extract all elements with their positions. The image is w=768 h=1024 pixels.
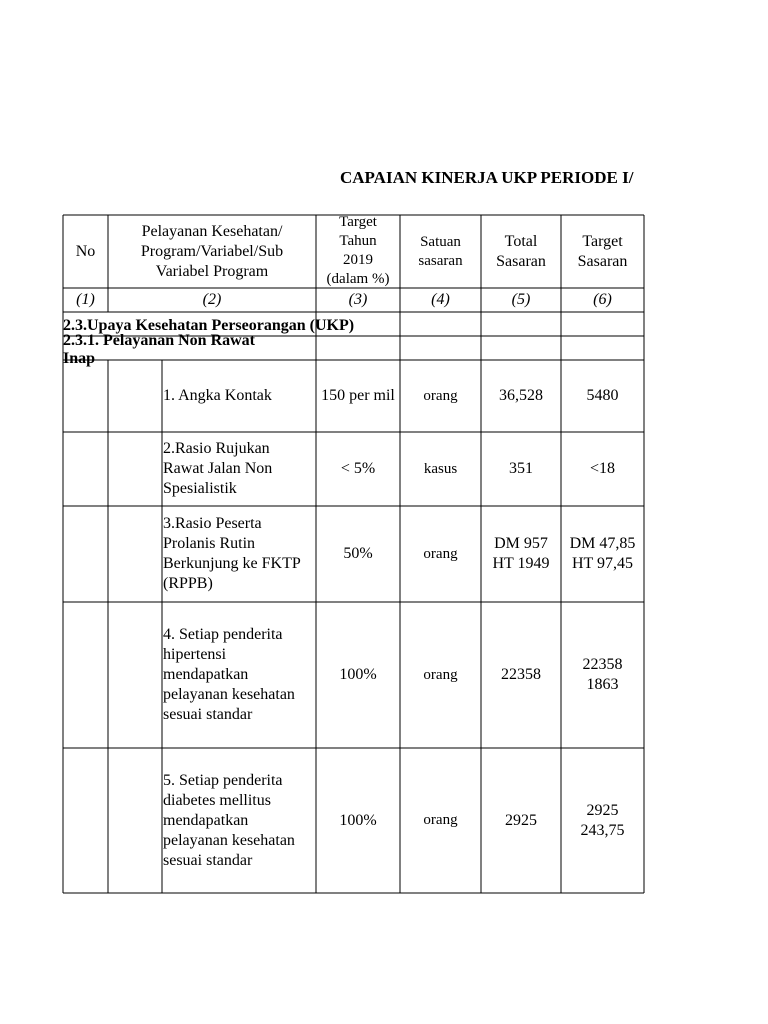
total-cell: DM 957 HT 1949 <box>492 535 550 572</box>
satuan-cell: orang <box>423 545 458 562</box>
header-no: No <box>75 242 96 260</box>
target-cell: 100% <box>339 666 377 683</box>
section-non-rawat-heading-cont: Inap <box>63 350 96 367</box>
target-sasaran-cell: <18 <box>589 460 616 477</box>
target-sasaran-cell: DM 47,85 HT 97,45 <box>569 535 636 572</box>
total-cell: 2925 <box>505 811 537 829</box>
target-sasaran-cell: 22358 1863 <box>582 656 623 693</box>
total-cell: 22358 <box>501 666 541 683</box>
target-cell: 150 per mil <box>321 387 395 404</box>
indicator-cell: 4. Setiap penderita hipertensi mendapatkan pelayanan kesehatan sesuai standar <box>163 626 295 723</box>
header-pelayanan: Pelayanan Kesehatan/ Program/Variabel/Sub Variabel Program <box>140 222 284 280</box>
indicator-cell: 1. Angka Kontak <box>163 387 272 404</box>
target-cell: 100% <box>339 811 377 829</box>
satuan-cell: orang <box>423 812 458 828</box>
col-number: (6) <box>593 291 612 308</box>
satuan-cell: orang <box>423 387 458 404</box>
indicator-cell: 2.Rasio Rujukan Rawat Jalan Non Spesialistik <box>163 440 273 497</box>
header-target-sasaran: Target Sasaran <box>577 232 628 270</box>
target-cell: 50% <box>343 545 373 562</box>
target-sasaran-cell: 2925 243,75 <box>580 801 625 839</box>
header-total: Total Sasaran <box>496 232 546 270</box>
col-number: (3) <box>348 291 368 308</box>
indicator-cell: 3.Rasio Peserta Prolanis Rutin Berkunjung ke FKTP (RPPB) <box>163 515 301 592</box>
section-ukp-heading: 2.3.Upaya Kesehatan Perseorangan (UKP) <box>63 317 355 334</box>
header-target-tahun: Target Tahun 2019 (dalam %) <box>326 214 390 287</box>
col-number: (5) <box>511 291 531 308</box>
col-number: (4) <box>431 291 450 308</box>
target-cell: < 5% <box>340 460 376 477</box>
satuan-cell: orang <box>423 666 458 683</box>
header-satuan: Satuan sasaran <box>418 233 463 269</box>
total-cell: 36,528 <box>499 387 543 404</box>
col-number: (1) <box>76 291 95 308</box>
indicator-cell: 5. Setiap penderita diabetes mellitus mendapatkan pelayanan kesehatan sesuai standar <box>163 771 295 869</box>
satuan-cell: kasus <box>423 460 458 477</box>
page-title: CAPAIAN KINERJA UKP PERIODE I/ <box>340 168 634 187</box>
total-cell: 351 <box>509 460 533 477</box>
col-number: (2) <box>202 291 222 308</box>
section-non-rawat-heading: 2.3.1. Pelayanan Non Rawat <box>63 332 256 349</box>
target-sasaran-cell: 5480 <box>586 387 619 404</box>
